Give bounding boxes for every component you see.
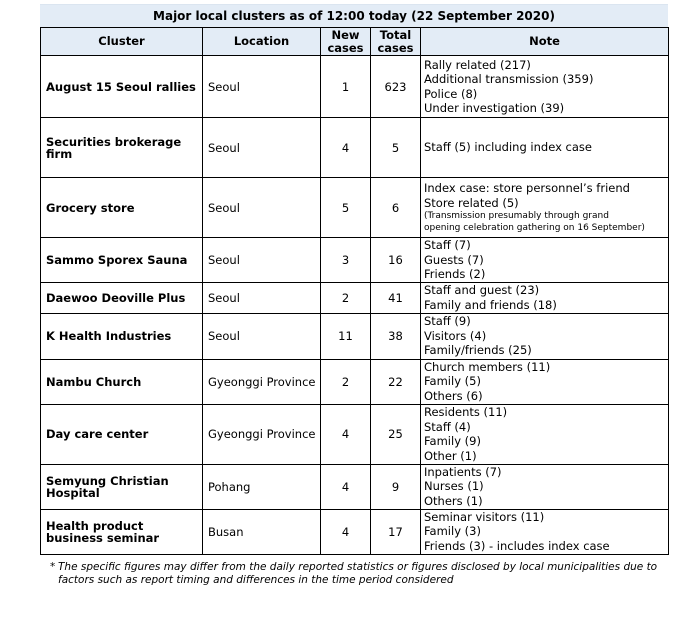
total-cases-value: 5 (371, 118, 421, 178)
header-location: Location (203, 28, 321, 56)
note-line: Residents (11) (424, 405, 508, 419)
new-cases-value: 1 (321, 56, 371, 118)
note-line: Staff (4) (424, 419, 471, 434)
note-line: Index case: store personnel’s friend (424, 181, 630, 195)
cluster-location: Seoul (203, 178, 321, 238)
note-line: Additional transmission (359) (424, 72, 594, 86)
footnote-text: The specific figures may differ from the daily reported statistics or figures disclosed by local municipalities due to factors such as report timing and differences in the time period considered (58, 561, 658, 586)
note-line: Others (6) (424, 388, 483, 403)
cluster-name: Day care center (41, 404, 203, 464)
note-line: Family (9) (424, 434, 481, 448)
table-row (41, 464, 669, 509)
new-cases-value: 2 (321, 282, 371, 313)
cluster-note (421, 238, 669, 283)
table-row (41, 509, 669, 554)
total-cases-value: 38 (371, 313, 421, 359)
new-cases-value: 4 (321, 464, 371, 509)
note-line: Store related (5) (424, 195, 519, 210)
note-line: Staff and guest (23) (424, 283, 540, 297)
cluster-note (421, 313, 669, 359)
cluster-note (421, 56, 669, 118)
cluster-note (421, 404, 669, 464)
cluster-note (421, 509, 669, 554)
total-cases-value: 17 (371, 509, 421, 554)
new-cases-value: 5 (321, 178, 371, 238)
header-cluster: Cluster (41, 28, 203, 56)
note-line: Police (8) (424, 86, 478, 101)
table-row (41, 282, 669, 313)
table-body (41, 56, 669, 555)
cluster-location: Seoul (203, 238, 321, 283)
new-cases-value: 4 (321, 404, 371, 464)
cluster-name: K Health Industries (41, 313, 203, 359)
cluster-name: Health product business seminar (41, 509, 203, 554)
header-total-cases: Total cases (371, 28, 421, 56)
total-cases-value: 22 (371, 359, 421, 404)
cluster-note (421, 464, 669, 509)
cluster-location: Gyeonggi Province (203, 359, 321, 404)
cluster-name: Grocery store (41, 178, 203, 238)
note-line: Other (1) (424, 448, 477, 463)
note-line: Guests (7) (424, 252, 484, 267)
note-line: Staff (9) (424, 314, 471, 329)
note-line: Inpatients (7) (424, 464, 502, 479)
note-line: Staff (7) (424, 238, 471, 252)
new-cases-value: 4 (321, 118, 371, 178)
table-header-row (41, 28, 669, 56)
cluster-name: Nambu Church (41, 359, 203, 404)
header-note: Note (421, 28, 669, 56)
total-cases-value: 16 (371, 238, 421, 283)
note-line: Rally related (217) (424, 57, 531, 72)
cluster-note (421, 359, 669, 404)
note-line: Nurses (1) (424, 479, 484, 494)
cluster-name: August 15 Seoul rallies (41, 56, 203, 118)
cluster-name: Daewoo Deoville Plus (41, 282, 203, 313)
header-new-cases: New cases (321, 28, 371, 56)
cluster-name: Semyung Christian Hospital (41, 464, 203, 509)
note-line: Family and friends (18) (424, 297, 557, 312)
note-line: Church members (11) (424, 359, 551, 374)
cluster-location: Busan (203, 509, 321, 554)
note-line: Under investigation (39) (424, 101, 565, 115)
note-line: Friends (2) (424, 267, 486, 281)
table-row (41, 404, 669, 464)
clusters-table (40, 27, 669, 555)
note-line: Seminar visitors (11) (424, 509, 545, 524)
note-detail-line: opening celebration gathering on 16 September) (424, 223, 645, 233)
table-row (41, 313, 669, 359)
cluster-note (421, 178, 669, 238)
new-cases-value: 3 (321, 238, 371, 283)
cluster-location: Seoul (203, 282, 321, 313)
table-row (41, 359, 669, 404)
table-row (41, 118, 669, 178)
footnote-marker: * (50, 561, 56, 573)
clusters-report (40, 4, 668, 555)
report-title: Major local clusters as of 12:00 today (22 September 2020) (40, 4, 668, 27)
note-detail-line: (Transmission presumably through grand (424, 211, 609, 221)
table-row (41, 178, 669, 238)
cluster-location: Gyeonggi Province (203, 404, 321, 464)
cluster-note (421, 118, 669, 178)
table-row (41, 238, 669, 283)
cluster-location: Seoul (203, 313, 321, 359)
total-cases-value: 25 (371, 404, 421, 464)
cluster-location: Pohang (203, 464, 321, 509)
total-cases-value: 6 (371, 178, 421, 238)
cluster-name: Securities brokerage firm (41, 118, 203, 178)
new-cases-value: 2 (321, 359, 371, 404)
total-cases-value: 623 (371, 56, 421, 118)
total-cases-value: 41 (371, 282, 421, 313)
note-line: Family (3) (424, 524, 481, 539)
note-line: Visitors (4) (424, 328, 487, 343)
note-line: Friends (3) - includes index case (424, 538, 610, 553)
note-line: Others (1) (424, 493, 483, 508)
cluster-location: Seoul (203, 56, 321, 118)
note-line: Family (5) (424, 374, 481, 389)
new-cases-value: 4 (321, 509, 371, 554)
cluster-location: Seoul (203, 118, 321, 178)
new-cases-value: 11 (321, 313, 371, 359)
cluster-name: Sammo Sporex Sauna (41, 238, 203, 283)
total-cases-value: 9 (371, 464, 421, 509)
table-row (41, 56, 669, 118)
note-line: Family/friends (25) (424, 343, 532, 358)
cluster-note (421, 282, 669, 313)
note-line: Staff (5) including index case (424, 140, 592, 155)
footnote (50, 561, 658, 587)
